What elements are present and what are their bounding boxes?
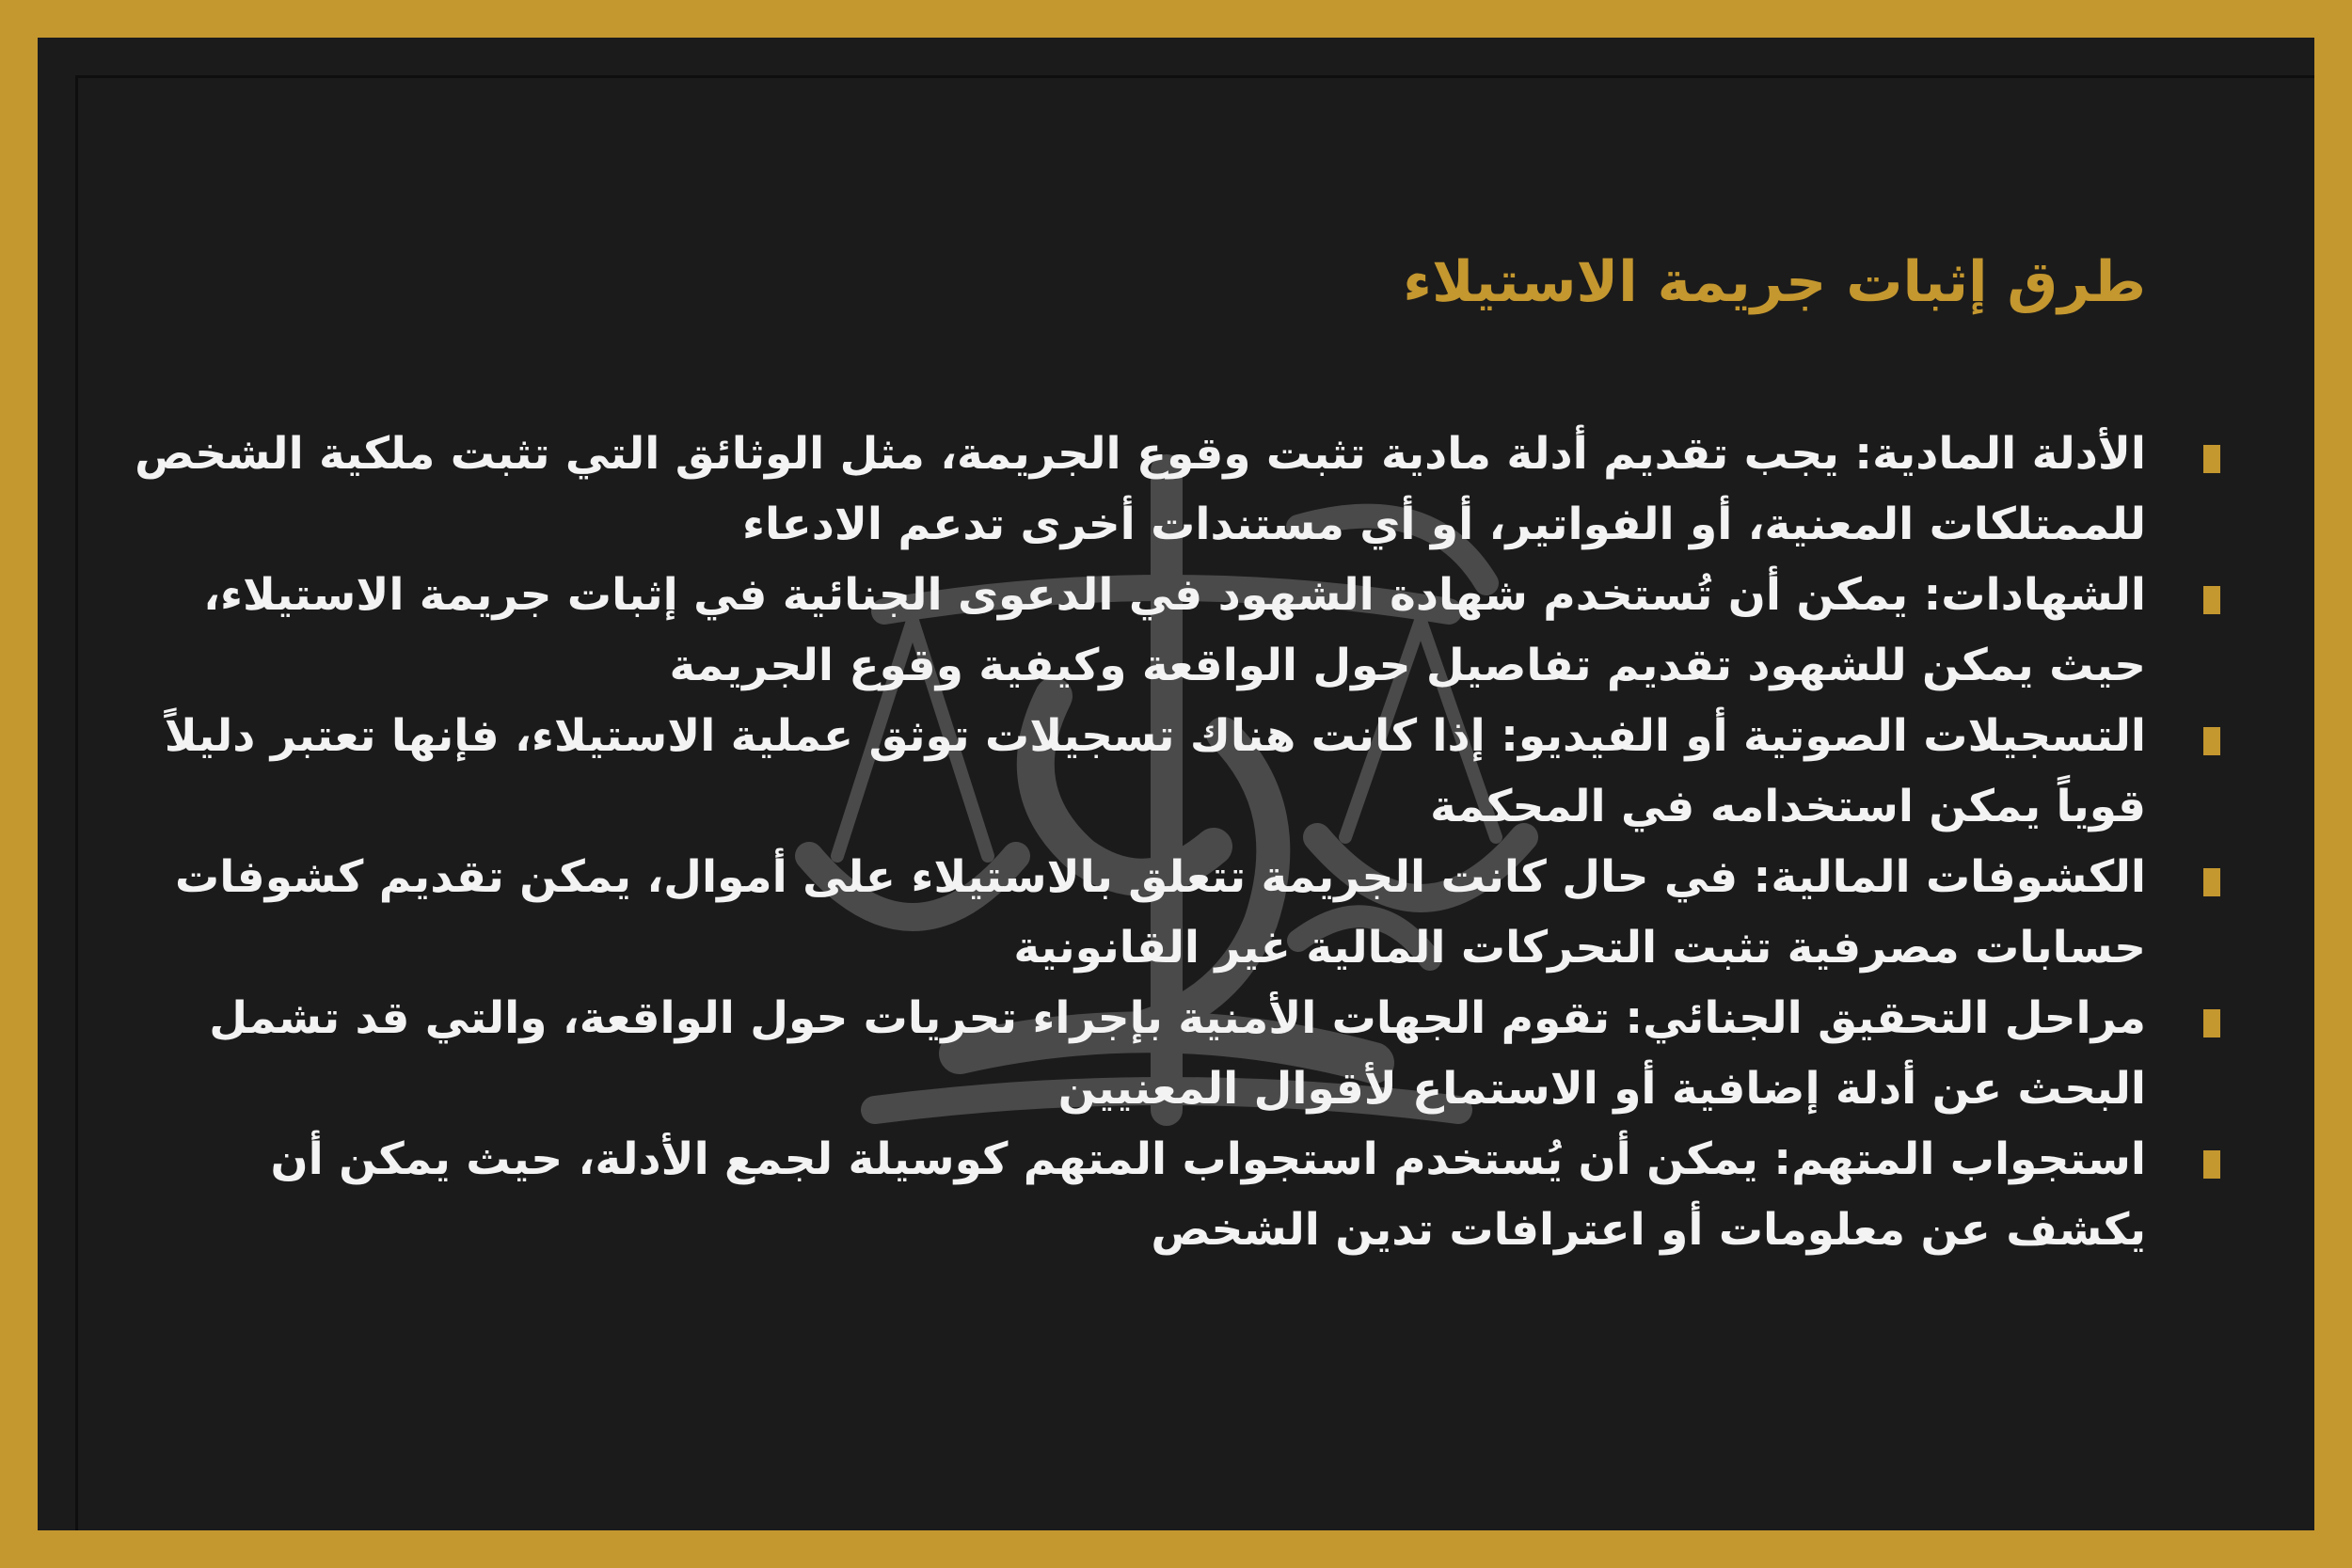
list-item-text: استجواب المتهم: يمكن أن يُستخدم استجواب المتهم كوسيلة لجمع الأدلة، حيث يمكن أن يكشف عن معلومات أو اعترافات تدين الشخص [270, 1133, 2146, 1256]
list-item-text: الكشوفات المالية: في حال كانت الجريمة تتعلق بالاستيلاء على أموال، يمكن تقديم كشوفات حسابات مصرفية تثبت التحركات المالية غير القانونية [175, 851, 2146, 974]
slide-content [123, 240, 2146, 1265]
list-item-text: مراحل التحقيق الجنائي: تقوم الجهات الأمنية بإجراء تحريات حول الواقعة، والتي قد تشمل البحث عن أدلة إضافية أو الاستماع لأقوال المعنيين [209, 992, 2146, 1115]
list-item-text: الأدلة المادية: يجب تقديم أدلة مادية تثبت وقوع الجريمة، مثل الوثائق التي تثبت ملكية الشخص للممتلكات المعنية، أو الفواتير، أو أي مستندات أخرى تدعم الادعاء [135, 428, 2146, 550]
square-bullet-icon [2203, 445, 2220, 473]
square-bullet-icon [2203, 868, 2220, 896]
evidence-methods-list [123, 419, 2146, 1265]
list-item [123, 560, 2146, 701]
list-item [123, 1124, 2146, 1265]
list-item [123, 701, 2146, 842]
list-item [123, 419, 2146, 560]
list-item-text: التسجيلات الصوتية أو الفيديو: إذا كانت هناك تسجيلات توثق عملية الاستيلاء، فإنها تعتبر دليلاً قوياً يمكن استخدامه في المحكمة [164, 710, 2146, 832]
list-item-text: الشهادات: يمكن أن تُستخدم شهادة الشهود في الدعوى الجنائية في إثبات جريمة الاستيلاء، حيث يمكن للشهود تقديم تفاصيل حول الواقعة وكيفية وقوع الجريمة [203, 569, 2146, 691]
list-item [123, 983, 2146, 1124]
square-bullet-icon [2203, 1150, 2220, 1179]
square-bullet-icon [2203, 586, 2220, 614]
square-bullet-icon [2203, 727, 2220, 755]
list-item [123, 842, 2146, 983]
square-bullet-icon [2203, 1009, 2220, 1037]
slide-title: طرق إثبات جريمة الاستيلاء [1403, 249, 2146, 315]
